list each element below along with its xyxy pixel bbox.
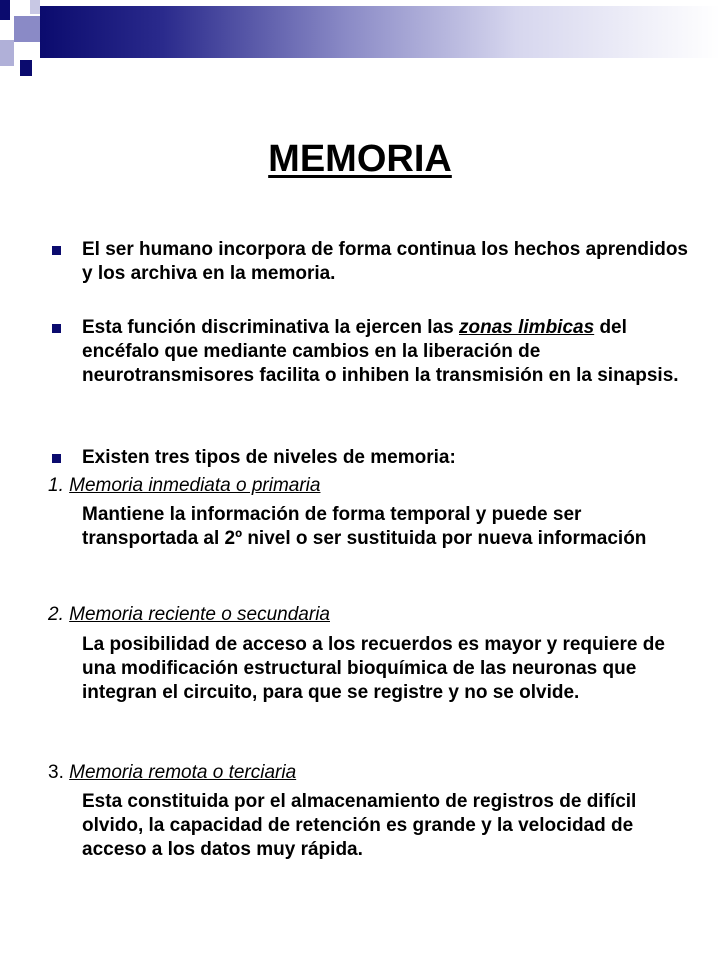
header-square-mid (14, 16, 40, 42)
bullet-text: El ser humano incorpora de forma continua los hechos aprendidos y los archiva en la memoria. (82, 239, 688, 284)
level-label: Memoria reciente o secundaria (69, 604, 330, 625)
header-square-small (20, 60, 32, 76)
level-description: La posibilidad de acceso a los recuerdos es mayor y requiere de una modificación estructural bioquímica de las neuronas que integran el circuito, para que se registre y no se olvide. (82, 634, 665, 703)
bullet-square-icon (52, 246, 61, 255)
level-description: Mantiene la información de forma temporal y puede ser transportada al 2º nivel o ser sustituida por nueva información (82, 504, 647, 549)
bullet-square-icon (52, 324, 61, 333)
level-number: 3. (48, 762, 64, 783)
emphasis-zonas-limbicas: zonas limbicas (459, 317, 595, 338)
bullet-text: Existen tres tipos de niveles de memoria: (82, 447, 456, 468)
level-heading (48, 474, 320, 498)
page-title: MEMORIA (268, 138, 452, 180)
header-gradient-banner (40, 6, 720, 58)
level-heading (48, 603, 330, 627)
level-description: Esta constituida por el almacenamiento de registros de difícil olvido, la capacidad de retención es grande y la velocidad de acceso a los datos muy rápida. (82, 791, 637, 860)
header-square-pale (0, 40, 14, 66)
level-label: Memoria inmediata o primaria (69, 475, 321, 496)
level-number: 1. (48, 475, 64, 496)
header-square-light (30, 0, 40, 14)
level-heading (48, 761, 296, 785)
bullet-square-icon (52, 454, 61, 463)
level-number: 2. (48, 604, 64, 625)
bullet-text (82, 316, 702, 388)
bullet-text-after: del encéfalo que mediante cambios en la liberación de neurotransmisores facilita o inhiben la transmisión en la sinapsis. (82, 317, 679, 386)
header-square-dark (0, 0, 10, 20)
bullet-text-before: Esta función discriminativa la ejercen las (82, 317, 459, 338)
level-label: Memoria remota o terciaria (69, 762, 297, 783)
